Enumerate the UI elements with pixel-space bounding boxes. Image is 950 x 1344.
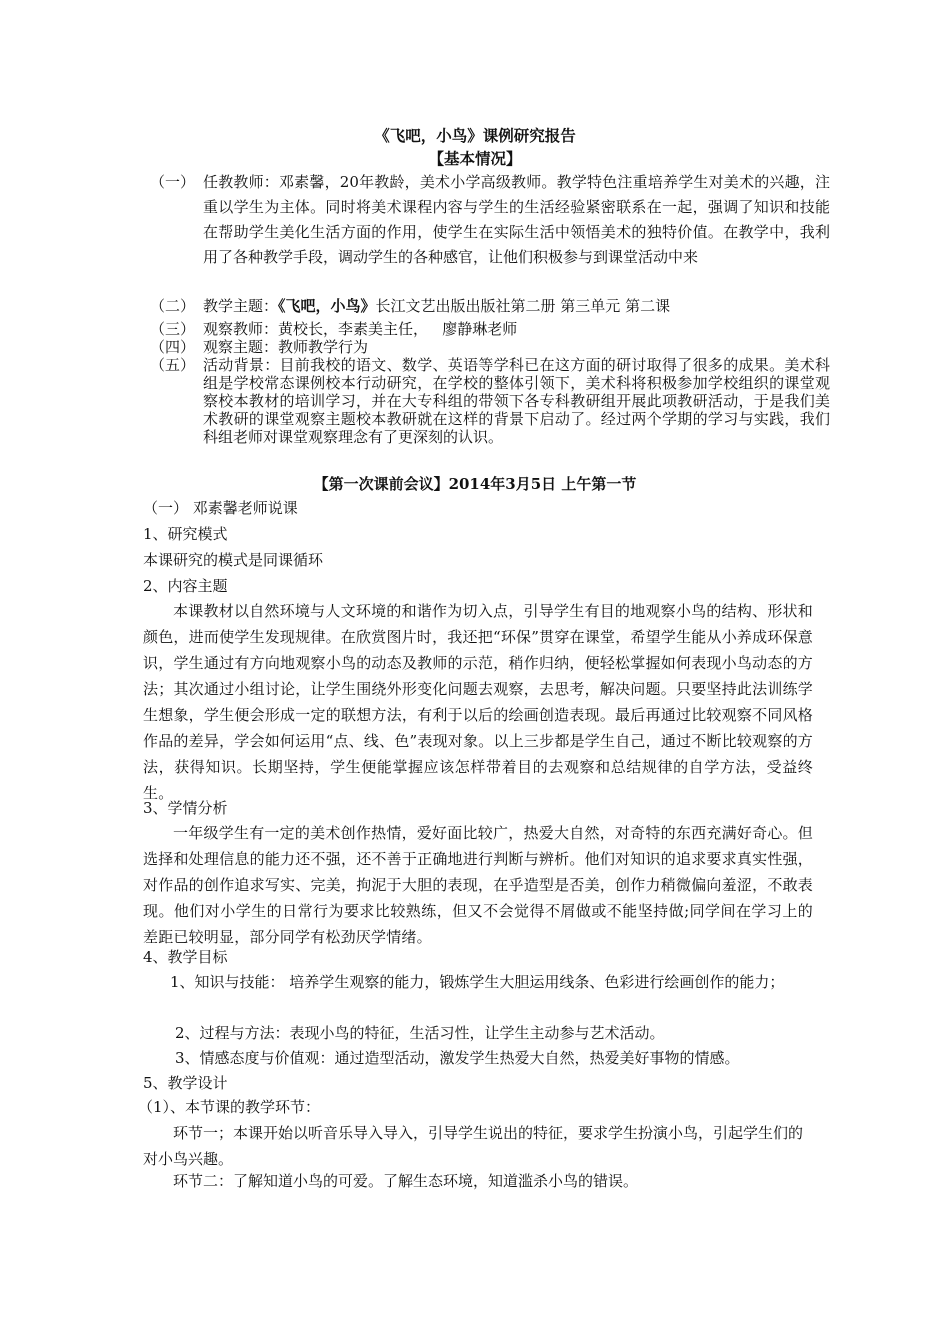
item-number: （五） bbox=[150, 356, 196, 374]
goal-attitude: 3、情感态度与价值观：通过造型活动，激发学生热爱大自然，热爱美好事物的情感。 bbox=[175, 1049, 740, 1067]
teaching-step-1: 环节一；本课开始以听音乐导入导入，引导学生说出的特征，要求学生扮演小鸟，引起学生们的对小鸟兴趣。 bbox=[143, 1124, 804, 1168]
meeting-heading: 【第一次课前会议】2014年3月5日 上午第一节 bbox=[313, 475, 637, 493]
basic-item-1 bbox=[150, 170, 830, 270]
item-text: 活动背景：目前我校的语文、数学、英语等学科已在这方面的研讨取得了很多的成果。美术科组是学校常态课例校本行动研究，在学校的整体引领下，美术科将积极参加学校组织的课堂观察校本教材的培训学习，并在大专科组的带领下各专科教研组开展此项教研活动，于是我们美术教研的课堂观察主题校本教研就在这样的背景下启动了。经过两个学期的学习与实践，我们科组老师对课堂观察理念有了更深刻的认识。 bbox=[203, 356, 830, 446]
item-detail: 长江文艺出版出版社第二册 第三单元 第二课 bbox=[375, 297, 671, 315]
item-text: 任教教师：邓素馨，20年教龄，美术小学高级教师。教学特色注重培养学生对美术的兴趣，注重以学生为主体。同时将美术课程内容与学生的生活经验紧密联系在一起，强调了知识和技能在帮助学生美化生活方面的作用，使学生在实际生活中领悟美术的独特价值。在教学中，我利用了各种教学手段，调动学生的各种感官，让他们积极参与到课堂活动中来 bbox=[203, 173, 830, 266]
basic-info-heading: 【基本情况】 bbox=[428, 149, 522, 168]
basic-item-3 bbox=[150, 320, 830, 338]
goal-process: 2、过程与方法：表现小鸟的特征，生活习性，让学生主动参与艺术活动。 bbox=[175, 1024, 665, 1042]
goal-knowledge: 1、知识与技能： 培养学生观察的能力，锻炼学生大胆运用线条、色彩进行绘画创作的能力； bbox=[170, 973, 785, 991]
item-number: （一） bbox=[150, 173, 196, 191]
learner-analysis-paragraph: 一年级学生有一定的美术创作热情，爱好面比较广，热爱大自然，对奇特的东西充满好奇心。但选择和处理信息的能力还不强，还不善于正确地进行判断与辨析。他们对知识的追求要求真实性强，对作品的创作追求写实、完美，拘泥于大胆的表现，在乎造型是否美，创作力稍微偏向羞涩，不敢表现。他们对小学生的日常行为要求比较熟练，但又不会觉得不屑做或不能坚持做;同学间在学习上的差距已较明显，部分同学有松劲厌学情绪。 bbox=[143, 824, 813, 946]
basic-item-5 bbox=[150, 356, 830, 446]
item-number: （二） bbox=[150, 297, 196, 315]
item-text: 观察主题：教师教学行为 bbox=[203, 338, 369, 356]
basic-item-4 bbox=[150, 338, 830, 356]
content-theme-paragraph: 本课教材以自然环境与人文环境的和谐作为切入点，引导学生有目的地观察小鸟的结构、形状和颜色，进而使学生发现规律。在欣赏图片时，我还把“环保”贯穿在课堂，希望学生能从小养成环保意识，学生通过有方向地观察小鸟的动态及教师的示范，稍作归纳，便轻松掌握如何表现小鸟动态的方法；其次通过小组讨论，让学生围绕外形变化问题去观察，去思考，解决问题。只要坚持此法训练学生想象，学生便会形成一定的联想方法，有利于以后的绘画创造表现。最后再通过比较观察不同风格作品的差异，学会如何运用“点、线、色”表现对象。以上三步都是学生自己，通过不断比较观察的方法，获得知识。长期坚持，学生便能掌握应该怎样带着目的去观察和总结规律的自学方法，受益终生。 bbox=[143, 602, 813, 802]
heading-learner-analysis: 3、学情分析 bbox=[143, 799, 228, 817]
report-title: 《飞吧，小鸟》课例研究报告 bbox=[374, 126, 576, 145]
item-label: 教学主题： bbox=[203, 297, 279, 315]
heading-teaching-goals: 4、教学目标 bbox=[143, 948, 228, 966]
heading-teaching-design: 5、教学设计 bbox=[143, 1074, 228, 1092]
item-number: （四） bbox=[150, 338, 196, 356]
item-text bbox=[203, 294, 830, 318]
heading-content-theme: 2、内容主题 bbox=[143, 577, 228, 595]
item-number: （三） bbox=[150, 320, 196, 338]
heading-research-mode: 1、研究模式 bbox=[143, 525, 228, 543]
basic-item-2 bbox=[150, 294, 830, 318]
research-mode-text: 本课研究的模式是同课循环 bbox=[143, 551, 324, 569]
subsection-1: （一） 邓素馨老师说课 bbox=[143, 499, 298, 517]
item-text: 观察教师：黄校长，李素美主任， 廖静琳老师 bbox=[203, 320, 518, 338]
teaching-steps-heading: （1）、本节课的教学环节： bbox=[138, 1098, 321, 1116]
teaching-step-2: 环节二：了解知道小鸟的可爱。了解生态环境，知道滥杀小鸟的错误。 bbox=[173, 1172, 639, 1190]
lesson-title: 《飞吧，小鸟》 bbox=[278, 297, 376, 315]
